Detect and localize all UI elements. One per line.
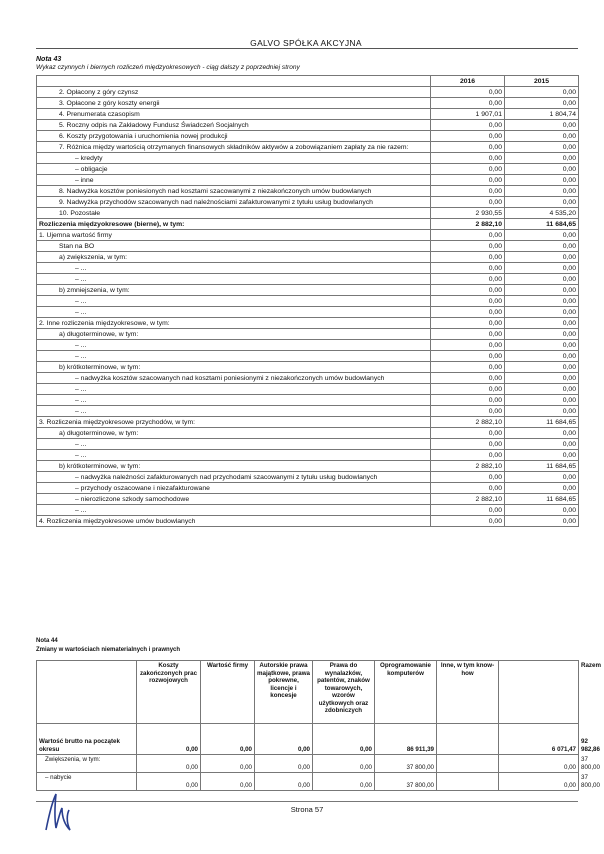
note43-table: [36, 75, 579, 527]
row-label: 9. Nadwyżka przychodów szacowanych nad należnościami zafakturowanymi z tytułu usług budowlanych: [37, 197, 431, 208]
row-label: – nierozliczone szkody samochodowe: [37, 494, 431, 505]
table-row: [37, 516, 579, 527]
value-2016: 0,00: [431, 384, 505, 395]
table-row: [37, 241, 579, 252]
table-row: [37, 252, 579, 263]
value-2015: 0,00: [505, 307, 579, 318]
row-label: – ...: [37, 406, 431, 417]
value-2016: 0,00: [431, 263, 505, 274]
value-2015: 4 535,20: [505, 208, 579, 219]
table-row: [37, 263, 579, 274]
row-label: – ...: [37, 263, 431, 274]
row-label: a) długoterminowe, w tym:: [37, 329, 431, 340]
note44-title: Nota 44: [36, 638, 58, 644]
table-row: [37, 329, 579, 340]
value-2016: 0,00: [431, 373, 505, 384]
value-2015: 0,00: [505, 428, 579, 439]
value-2016: 2 930,55: [431, 208, 505, 219]
value-2016: 0,00: [431, 131, 505, 142]
value-2016: 0,00: [431, 164, 505, 175]
row-label: b) krótkoterminowe, w tym:: [37, 362, 431, 373]
value-2015: 0,00: [505, 516, 579, 527]
value-2016: 0,00: [431, 472, 505, 483]
value-2016: 0,00: [431, 318, 505, 329]
value-2016: 0,00: [431, 241, 505, 252]
row-label: – obligacje: [37, 164, 431, 175]
value-2016: 0,00: [431, 153, 505, 164]
value-2016: 0,00: [431, 439, 505, 450]
header-empty-cell: [37, 661, 137, 724]
value-2016: 0,00: [431, 120, 505, 131]
pad-cell: [437, 755, 499, 773]
value-2016: 2 882,10: [431, 219, 505, 230]
value-2016: 0,00: [431, 98, 505, 109]
table-row: [37, 197, 579, 208]
row-label: – ...: [37, 395, 431, 406]
table-row: [37, 142, 579, 153]
row-label: 2. Opłacony z góry czynsz: [37, 87, 431, 98]
value-cell: 0,00: [255, 724, 313, 755]
value-2015: 0,00: [505, 164, 579, 175]
value-2016: 0,00: [431, 505, 505, 516]
value-2016: 1 907,01: [431, 109, 505, 120]
row-label: 6. Koszty przygotowania i uruchomienia nowej produkcji: [37, 131, 431, 142]
footer-divider: [36, 801, 578, 802]
column-header: Prawa do wynalazków, patentów, znaków towarowych, wzorów użytkowych oraz zdobniczych: [313, 661, 375, 724]
table-row: [37, 461, 579, 472]
note43-title: Nota 43: [36, 56, 62, 63]
value-2016: 0,00: [431, 296, 505, 307]
table-row: [37, 175, 579, 186]
value-2016: 0,00: [431, 329, 505, 340]
value-2016: 2 882,10: [431, 417, 505, 428]
value-2015: 0,00: [505, 230, 579, 241]
value-2015: 0,00: [505, 175, 579, 186]
row-label: – kredyty: [37, 153, 431, 164]
table-row: [37, 296, 579, 307]
row-label: b) zmniejszenia, w tym:: [37, 285, 431, 296]
col-2016-header: 2016: [431, 76, 505, 87]
value-cell: 0,00: [313, 724, 375, 755]
table-row: [37, 417, 579, 428]
value-2015: 11 684,65: [505, 461, 579, 472]
value-cell: 0,00: [137, 755, 201, 773]
row-label: Wartość brutto na początek okresu: [37, 724, 137, 755]
company-header: GALVO SPÓŁKA AKCYJNA: [250, 38, 362, 48]
value-2015: 0,00: [505, 296, 579, 307]
column-header: Oprogramowanie komputerów: [375, 661, 437, 724]
value-2015: 0,00: [505, 241, 579, 252]
row-label: 8. Nadwyżka kosztów poniesionych nad kosztami szacowanymi z niezakończonych umów budowlanych: [37, 186, 431, 197]
table-row: [37, 186, 579, 197]
value-2015: 0,00: [505, 120, 579, 131]
table-row: Wartość brutto na początek okresu 0,00 0,00 0,00 0,00 86 911,39 6 071,47 92 982,86: [37, 724, 579, 755]
value-cell: 0,00: [201, 755, 255, 773]
row-label: a) zwiększenia, w tym:: [37, 252, 431, 263]
table-row: [37, 208, 579, 219]
row-label: – ...: [37, 274, 431, 285]
table-row: [37, 98, 579, 109]
row-label: – przychody oszacowane i niezafakturowane: [37, 483, 431, 494]
value-2016: 0,00: [431, 395, 505, 406]
value-2015: 0,00: [505, 197, 579, 208]
table-row: [37, 340, 579, 351]
value-cell: 0,00: [499, 755, 579, 773]
table-row: [37, 395, 579, 406]
value-2015: 0,00: [505, 472, 579, 483]
row-label: – ...: [37, 307, 431, 318]
row-label: 7. Różnica między wartością otrzymanych finansowych składników aktywów a zobowiązaniem zapłaty za nie razem:: [37, 142, 431, 153]
value-2015: 0,00: [505, 439, 579, 450]
value-2016: 0,00: [431, 186, 505, 197]
value-2016: 0,00: [431, 351, 505, 362]
value-2015: 0,00: [505, 131, 579, 142]
header-divider: [36, 48, 578, 49]
value-2015: 0,00: [505, 153, 579, 164]
table-row: [37, 472, 579, 483]
table-row: Zwiększenia, w tym: 0,00 0,00 0,00 0,00 37 800,00 0,00 37 800,00: [37, 755, 579, 773]
value-2016: 0,00: [431, 340, 505, 351]
value-2015: 0,00: [505, 142, 579, 153]
page-number: Strona 57: [290, 805, 324, 814]
row-label: 10. Pozostałe: [37, 208, 431, 219]
row-label: – ...: [37, 505, 431, 516]
table-row: – nabycie 0,00 0,00 0,00 0,00 37 800,00 0,00 37 800,00: [37, 773, 579, 791]
table-row: [37, 87, 579, 98]
value-2016: 0,00: [431, 516, 505, 527]
value-cell: 6 071,47: [499, 724, 579, 755]
value-cell: 37 800,00: [375, 755, 437, 773]
value-2016: 0,00: [431, 483, 505, 494]
value-cell: 0,00: [137, 724, 201, 755]
pad-cell: [437, 773, 499, 791]
value-cell: 0,00: [255, 755, 313, 773]
value-2016: 0,00: [431, 428, 505, 439]
table-row: [37, 362, 579, 373]
row-label: – ...: [37, 384, 431, 395]
value-cell: 0,00: [313, 773, 375, 791]
row-label: b) krótkoterminowe, w tym:: [37, 461, 431, 472]
value-2015: 0,00: [505, 340, 579, 351]
table-row: [37, 219, 579, 230]
value-2016: 0,00: [431, 307, 505, 318]
row-label: – nadwyżka kosztów szacowanych nad kosztami poniesionymi z niezakończonych umów budowlanych: [37, 373, 431, 384]
note44-subtitle: Zmiany w wartościach niematerialnych i prawnych: [36, 647, 181, 653]
column-header: Wartość firmy: [201, 661, 255, 724]
signature-image: [40, 790, 80, 838]
table-row: [37, 131, 579, 142]
row-label: 5. Roczny odpis na Zakładowy Fundusz Świadczeń Socjalnych: [37, 120, 431, 131]
table-row: [37, 164, 579, 175]
table-row: [37, 351, 579, 362]
row-label: 2. Inne rozliczenia międzyokresowe, w tym:: [37, 318, 431, 329]
header-row: Koszty zakończonych prac rozwojowych Wartość firmy Autorskie prawa majątkowe, prawa pokrewne, licencje i koncesje Prawa do wynalazków, patentów, znaków towarowych, wzorów użytkowych oraz zdobniczych Oprogramowanie komputerów Inne, w tym know-how Razem: [37, 661, 579, 724]
value-2015: 0,00: [505, 450, 579, 461]
value-2016: 0,00: [431, 285, 505, 296]
row-label: – ...: [37, 296, 431, 307]
note44-table: [36, 660, 601, 791]
value-cell: 0,00: [255, 773, 313, 791]
table-row: [37, 285, 579, 296]
value-2015: 0,00: [505, 87, 579, 98]
value-cell: 0,00: [499, 773, 579, 791]
column-header: Autorskie prawa majątkowe, prawa pokrewne, licencje i koncesje: [255, 661, 313, 724]
row-label: 4. Rozliczenia międzyokresowe umów budowlanych: [37, 516, 431, 527]
col-2015-header: 2015: [505, 76, 579, 87]
table-row: [37, 505, 579, 516]
table-row: [37, 384, 579, 395]
table-row: [37, 439, 579, 450]
value-2016: 0,00: [431, 450, 505, 461]
value-cell: 86 911,39: [375, 724, 437, 755]
row-label: – ...: [37, 450, 431, 461]
row-label: – ...: [37, 439, 431, 450]
value-cell: 0,00: [313, 755, 375, 773]
row-label: – ...: [37, 351, 431, 362]
table-row: [37, 307, 579, 318]
row-label: Stan na BO: [37, 241, 431, 252]
row-label: – ...: [37, 340, 431, 351]
value-cell: 0,00: [201, 724, 255, 755]
table-row: [37, 109, 579, 120]
value-2016: 2 882,10: [431, 461, 505, 472]
value-2016: 0,00: [431, 142, 505, 153]
row-label: Rozliczenia międzyokresowe (bierne), w tym:: [37, 219, 431, 230]
value-2015: 0,00: [505, 351, 579, 362]
value-2016: 0,00: [431, 406, 505, 417]
value-2016: 2 882,10: [431, 494, 505, 505]
value-2015: 0,00: [505, 505, 579, 516]
table-row: [37, 450, 579, 461]
value-2016: 0,00: [431, 230, 505, 241]
value-2015: 1 804,74: [505, 109, 579, 120]
value-2015: 11 684,65: [505, 417, 579, 428]
note43-subtitle: Wykaz czynnych i biernych rozliczeń międzyokresowych - ciąg dalszy z poprzedniej strony: [36, 64, 300, 71]
header-pad-cell: [499, 661, 579, 724]
value-2015: 11 684,65: [505, 219, 579, 230]
value-2016: 0,00: [431, 252, 505, 263]
table-row: [37, 494, 579, 505]
value-2015: 0,00: [505, 274, 579, 285]
value-2016: 0,00: [431, 362, 505, 373]
value-2015: 0,00: [505, 252, 579, 263]
column-header: Inne, w tym know-how: [437, 661, 499, 724]
value-2015: 11 684,65: [505, 494, 579, 505]
table-row: [37, 274, 579, 285]
column-header: Koszty zakończonych prac rozwojowych: [137, 661, 201, 724]
value-2016: 0,00: [431, 274, 505, 285]
row-label: a) długoterminowe, w tym:: [37, 428, 431, 439]
value-2015: 0,00: [505, 384, 579, 395]
value-2015: 0,00: [505, 395, 579, 406]
table-row: [37, 153, 579, 164]
value-cell: 0,00: [201, 773, 255, 791]
value-cell: 37 800,00: [375, 773, 437, 791]
header-empty-cell: [37, 76, 431, 87]
table-row: [37, 483, 579, 494]
value-2015: 0,00: [505, 373, 579, 384]
table-row: [37, 120, 579, 131]
value-2015: 0,00: [505, 329, 579, 340]
value-2015: 0,00: [505, 362, 579, 373]
pad-cell: [437, 724, 499, 755]
row-label: 3. Rozliczenia międzyokresowe przychodów, w tym:: [37, 417, 431, 428]
table-row: [37, 406, 579, 417]
table-row: [37, 318, 579, 329]
value-2015: 0,00: [505, 483, 579, 494]
table-row: [37, 373, 579, 384]
value-2015: 0,00: [505, 318, 579, 329]
value-2015: 0,00: [505, 285, 579, 296]
value-2016: 0,00: [431, 197, 505, 208]
row-label: – inne: [37, 175, 431, 186]
table-row: [37, 428, 579, 439]
value-2015: 0,00: [505, 406, 579, 417]
value-cell: 0,00: [137, 773, 201, 791]
row-label: 3. Opłacone z góry koszty energii: [37, 98, 431, 109]
row-label: 4. Prenumerata czasopism: [37, 109, 431, 120]
value-2015: 0,00: [505, 186, 579, 197]
value-2016: 0,00: [431, 175, 505, 186]
value-2016: 0,00: [431, 87, 505, 98]
value-2015: 0,00: [505, 263, 579, 274]
row-label: Zwiększenia, w tym:: [37, 755, 137, 773]
row-label: 1. Ujemna wartość firmy: [37, 230, 431, 241]
value-2015: 0,00: [505, 98, 579, 109]
table-row: [37, 230, 579, 241]
row-label: – nadwyżka należności zafakturowanych nad przychodami szacowanymi z tytułu usług budowlanych: [37, 472, 431, 483]
row-label: – nabycie: [37, 773, 137, 791]
